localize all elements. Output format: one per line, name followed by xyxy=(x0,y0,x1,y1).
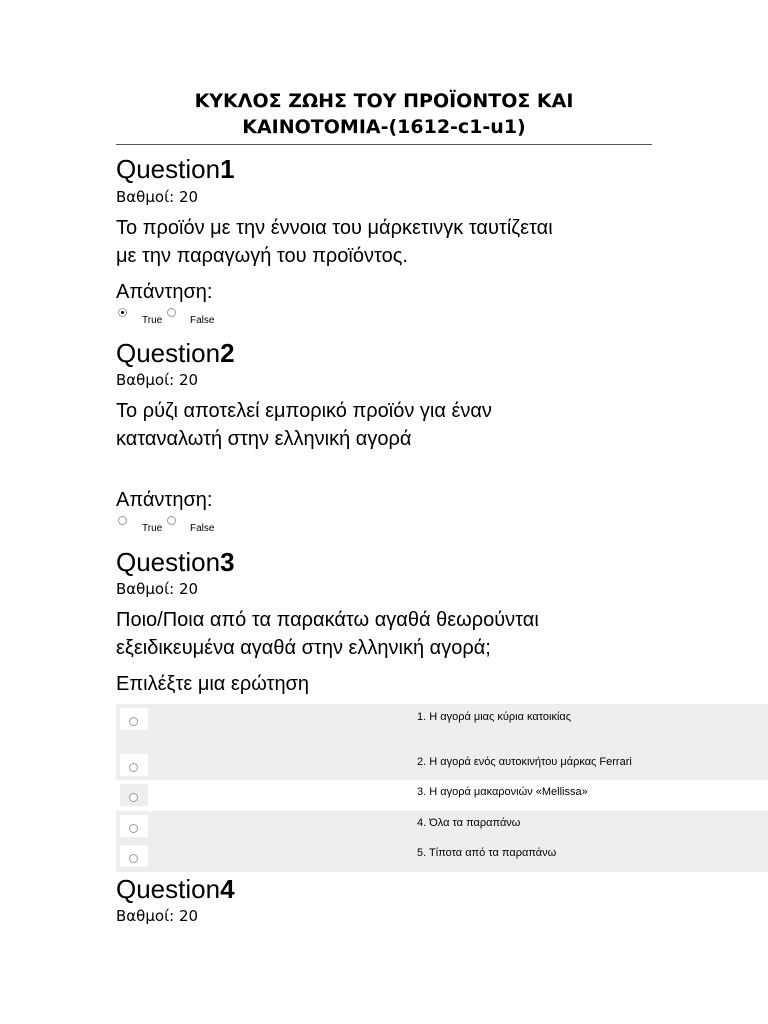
question-3-answer-label: Επιλέξτε μια ερώτηση xyxy=(116,673,310,695)
question-3-text-line-2: εξειδικευμένα αγαθά στην ελληνική αγορά; xyxy=(116,637,491,659)
question-2-text-line-2: καταναλωτή στην ελληνική αγορά xyxy=(116,428,412,450)
question-1-heading: Question1 xyxy=(116,154,235,184)
question-2-true-radio[interactable] xyxy=(118,516,127,525)
question-2-text-line-1: Το ρύζι αποτελεί εμπορικό προϊόν για έναν xyxy=(116,400,492,422)
choice-5-radio[interactable] xyxy=(129,854,138,863)
choice-row[interactable] xyxy=(116,704,768,750)
page-title-line-1: ΚΥΚΛΟΣ ΖΩΗΣ ΤΟΥ ΠΡΟΪΟΝΤΟΣ ΚΑΙ xyxy=(194,90,574,112)
question-2-false-radio[interactable] xyxy=(167,516,176,525)
choice-5-label[interactable]: 5. Τίποτα από τα παραπάνω xyxy=(417,847,557,859)
question-2-points: Βαθμοί: 20 xyxy=(116,371,199,389)
question-4-points: Βαθμοί: 20 xyxy=(116,907,199,925)
question-1-text-line-1: Το προϊόν με την έννοια του μάρκετινγκ ταυτίζεται xyxy=(116,217,553,239)
question-1-number: 1 xyxy=(220,154,235,184)
choice-row[interactable] xyxy=(116,811,768,841)
question-1-false-label[interactable]: False xyxy=(190,315,215,326)
choice-4-radio[interactable] xyxy=(129,824,138,833)
choice-4-label[interactable]: 4. Όλα τα παραπάνω xyxy=(417,817,521,829)
choice-row[interactable] xyxy=(116,780,768,811)
question-1-text-line-2: με την παραγωγή του προϊόντος. xyxy=(116,245,408,267)
question-1-true-radio[interactable] xyxy=(118,308,127,317)
question-2-false-label[interactable]: False xyxy=(190,523,215,534)
question-3-number: 3 xyxy=(220,547,235,577)
choice-3-radio[interactable] xyxy=(129,793,138,802)
choice-1-radio[interactable] xyxy=(129,717,138,726)
question-2-true-label[interactable]: True xyxy=(142,523,163,534)
choice-2-label[interactable]: 2. Η αγορά ενός αυτοκινήτου μάρκας Ferrari xyxy=(417,756,632,768)
question-1-points: Βαθμοί: 20 xyxy=(116,188,199,206)
question-2-text xyxy=(116,397,676,453)
choice-row[interactable] xyxy=(116,750,768,780)
question-3-heading: Question3 xyxy=(116,547,235,577)
question-3-text-line-1: Ποιο/Ποια από τα παρακάτω αγαθά θεωρούνται xyxy=(116,609,539,631)
question-3-points: Βαθμοί: 20 xyxy=(116,580,199,598)
question-3-choices-table xyxy=(116,704,768,872)
question-2-heading: Question2 xyxy=(116,338,235,368)
choice-1-label[interactable]: 1. Η αγορά μιας κύρια κατοικίας xyxy=(417,711,572,723)
question-1-text xyxy=(116,214,676,270)
question-1-answer-label: Απάντηση: xyxy=(116,281,213,303)
question-2-number: 2 xyxy=(220,338,235,368)
question-3-text xyxy=(116,606,676,662)
question-2-answer-label: Απάντηση: xyxy=(116,489,213,511)
question-1-true-false-options xyxy=(116,306,256,328)
question-4-heading: Question4 xyxy=(116,874,235,904)
page-title-line-2: ΚΑΙΝΟΤΟΜΙΑ-(1612-c1-u1) xyxy=(242,116,526,138)
page-title xyxy=(116,88,652,145)
choice-2-radio[interactable] xyxy=(129,763,138,772)
question-4-number: 4 xyxy=(220,874,235,904)
choice-3-label[interactable]: 3. Η αγορά μακαρονιών «Mellissa» xyxy=(417,786,588,798)
choice-row[interactable] xyxy=(116,841,768,872)
question-1-true-label[interactable]: True xyxy=(142,315,163,326)
question-2-true-false-options xyxy=(116,514,256,536)
question-1-false-radio[interactable] xyxy=(167,308,176,317)
